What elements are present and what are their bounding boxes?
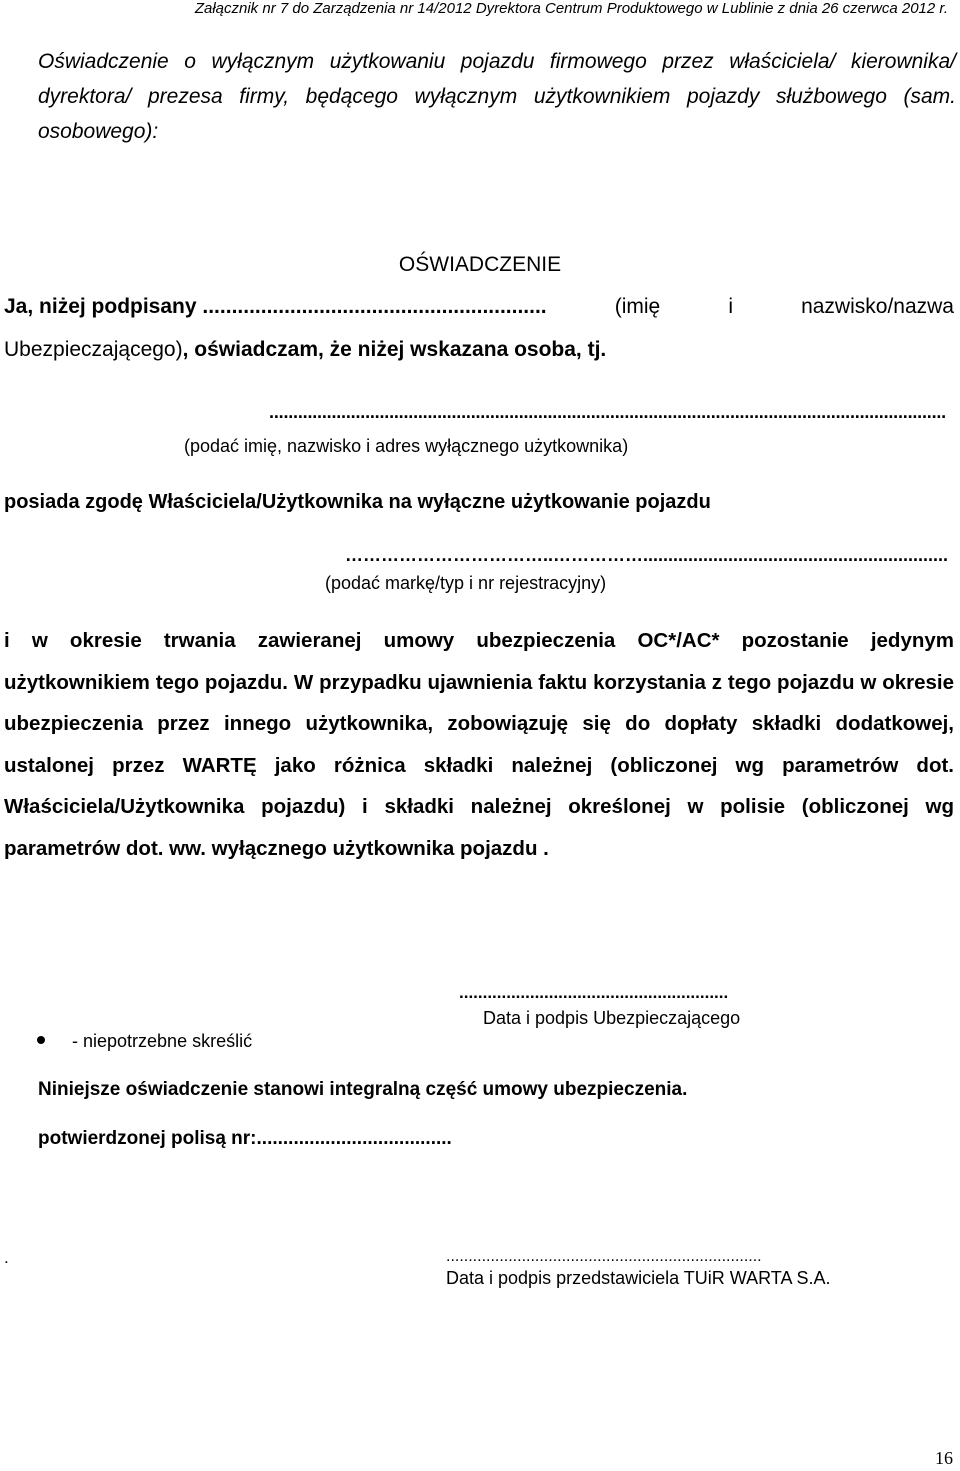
warta-signature-label: Data i podpis przedstawiciela TUiR WARTA S.A.	[446, 1268, 831, 1288]
document-title: OŚWIADCZENIE	[398, 253, 562, 276]
declarant-line	[4, 295, 954, 319]
integral-statement: Niniejsze oświadczenie stanowi integralną część umowy ubezpieczenia.	[38, 1079, 688, 1100]
footnote: - niepotrzebne skreślić	[72, 1031, 253, 1051]
leading-dot: .	[4, 1248, 9, 1267]
vehicle-caption: (podać markę/typ i nr rejestracyjny)	[325, 573, 607, 593]
declarant-name-field[interactable]: ...........................................................	[202, 295, 547, 318]
declarant-prefix: Ja, niżej podpisany	[4, 295, 203, 318]
user-field[interactable]: .............................................................................................................................................	[269, 402, 946, 422]
warta-signature-field[interactable]: .......................................................................	[446, 1248, 762, 1265]
insured-signature-field[interactable]: .........................................................	[459, 983, 729, 1002]
policy-number-field[interactable]: potwierdzonej polisą nr:.....................................	[38, 1128, 452, 1149]
vehicle-field[interactable]: ……………………………..…………….............................................................	[344, 545, 948, 565]
header-note: Załącznik nr 7 do Zarządzenia nr 14/2012 Dyrektora Centrum Produktowego w Lublinie z dnia 26 czerwca 2012 r.	[194, 0, 948, 17]
insured-signature-label: Data i podpis Ubezpieczającego	[483, 1008, 741, 1028]
insured-label: Ubezpieczającego)	[4, 338, 183, 361]
declarant-hint-3: nazwisko/nazwa	[801, 295, 954, 318]
consent-text: posiada zgodę Właściciela/Użytkownika na wyłączne użytkowanie pojazdu	[4, 491, 711, 513]
intro-text: Oświadczenie o wyłącznym użytkowaniu pojazdu firmowego przez właściciela/ kierownika/ dyrektora/ prezesa firmy, będącego wyłącznym użytkownikiem pojazdy służbowego (sam. osobowego):	[38, 50, 956, 143]
user-caption: (podać imię, nazwisko i adres wyłącznego użytkownika)	[184, 436, 629, 456]
declarant-hint-1: (imię	[614, 295, 661, 318]
body-text: i w okresie trwania zawieranej umowy ubezpieczenia OC*/AC* pozostanie jedynym użytkownikiem tego pojazdu. W przypadku ujawnienia faktu korzystania z tego pojazdu w okresie ubezpieczenia przez innego użytkownika, zobowiązuję się do dopłaty składki dodatkowej, ustalonej przez WARTĘ jako różnica składki należnej (obliczonej wg parametrów dot. Właściciela/Użytkownika pojazdu) i składki należnej określonej w polisie (obliczonej wg parametrów dot. ww. wyłącznego użytkownika pojazdu .	[4, 629, 954, 860]
bullet-icon	[37, 1036, 45, 1044]
declarant-line-2	[4, 338, 606, 362]
declaration-statement: , oświadczam, że niżej wskazana osoba, tj.	[182, 338, 607, 361]
declarant-hint-2: i	[728, 295, 733, 318]
page-number: 16	[935, 1448, 953, 1468]
